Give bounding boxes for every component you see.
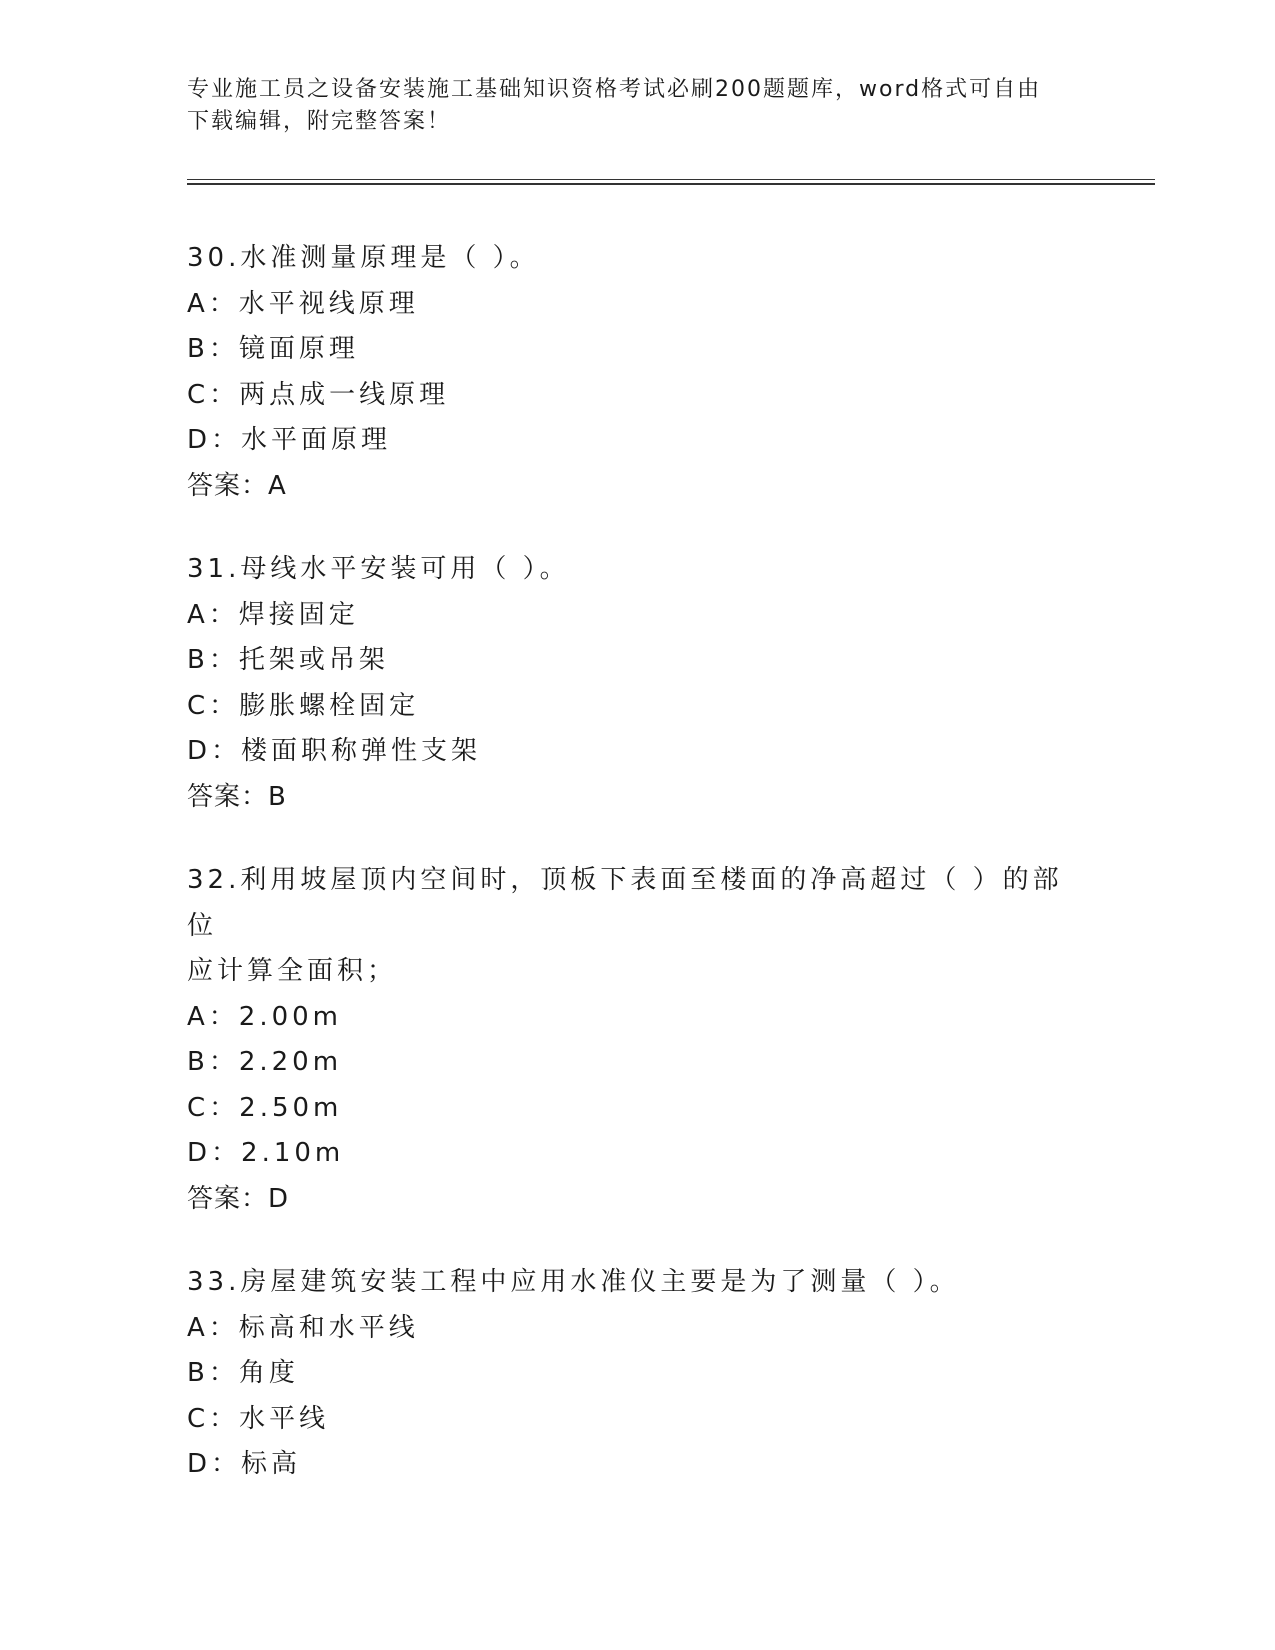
option-c: C：膨胀螺栓固定 <box>187 690 420 721</box>
option-a: A：标高和水平线 <box>187 1312 419 1343</box>
question-33 <box>187 1260 1087 1488</box>
question-stem: 31.母线水平安装可用（ ）。 <box>187 554 570 584</box>
option-d: D：2.10m <box>187 1138 345 1168</box>
option-a: A：水平视线原理 <box>187 288 419 319</box>
header-divider-bottom <box>187 183 1155 185</box>
question-stem: 33.房屋建筑安装工程中应用水准仪主要是为了测量（ ）。 <box>187 1267 960 1297</box>
option-b: B：镜面原理 <box>187 334 359 364</box>
option-c: C：两点成一线原理 <box>187 379 450 410</box>
question-30 <box>187 236 1087 509</box>
question-stem: 32.利用坡屋顶内空间时，顶板下表面至楼面的净高超过（ ）的部位 <box>187 865 1063 941</box>
answer-line: 答案：A <box>187 470 287 501</box>
option-d: D：标高 <box>187 1449 302 1479</box>
question-list <box>187 236 1087 1526</box>
option-b: B：托架或吊架 <box>187 645 389 675</box>
option-c: C：水平线 <box>187 1403 330 1434</box>
option-a: A：焊接固定 <box>187 599 359 630</box>
answer-line: 答案：D <box>187 1183 290 1214</box>
question-31 <box>187 547 1087 820</box>
option-d: D：水平面原理 <box>187 425 392 455</box>
document-header <box>187 74 1087 138</box>
header-line-2: 下载编辑，附完整答案！ <box>187 109 452 134</box>
option-c: C：2.50m <box>187 1092 343 1123</box>
question-32 <box>187 858 1087 1222</box>
header-line-1: 专业施工员之设备安装施工基础知识资格考试必刷200题题库，word格式可自由 <box>187 77 1042 102</box>
answer-line: 答案：B <box>187 781 287 812</box>
header-divider-top <box>187 179 1155 180</box>
option-b: B：角度 <box>187 1358 299 1388</box>
option-b: B：2.20m <box>187 1047 343 1077</box>
option-a: A：2.00m <box>187 1001 343 1032</box>
question-stem-continued: 应计算全面积； <box>187 956 398 986</box>
question-stem: 30.水准测量原理是（ ）。 <box>187 243 540 273</box>
option-d: D：楼面职称弹性支架 <box>187 736 482 766</box>
